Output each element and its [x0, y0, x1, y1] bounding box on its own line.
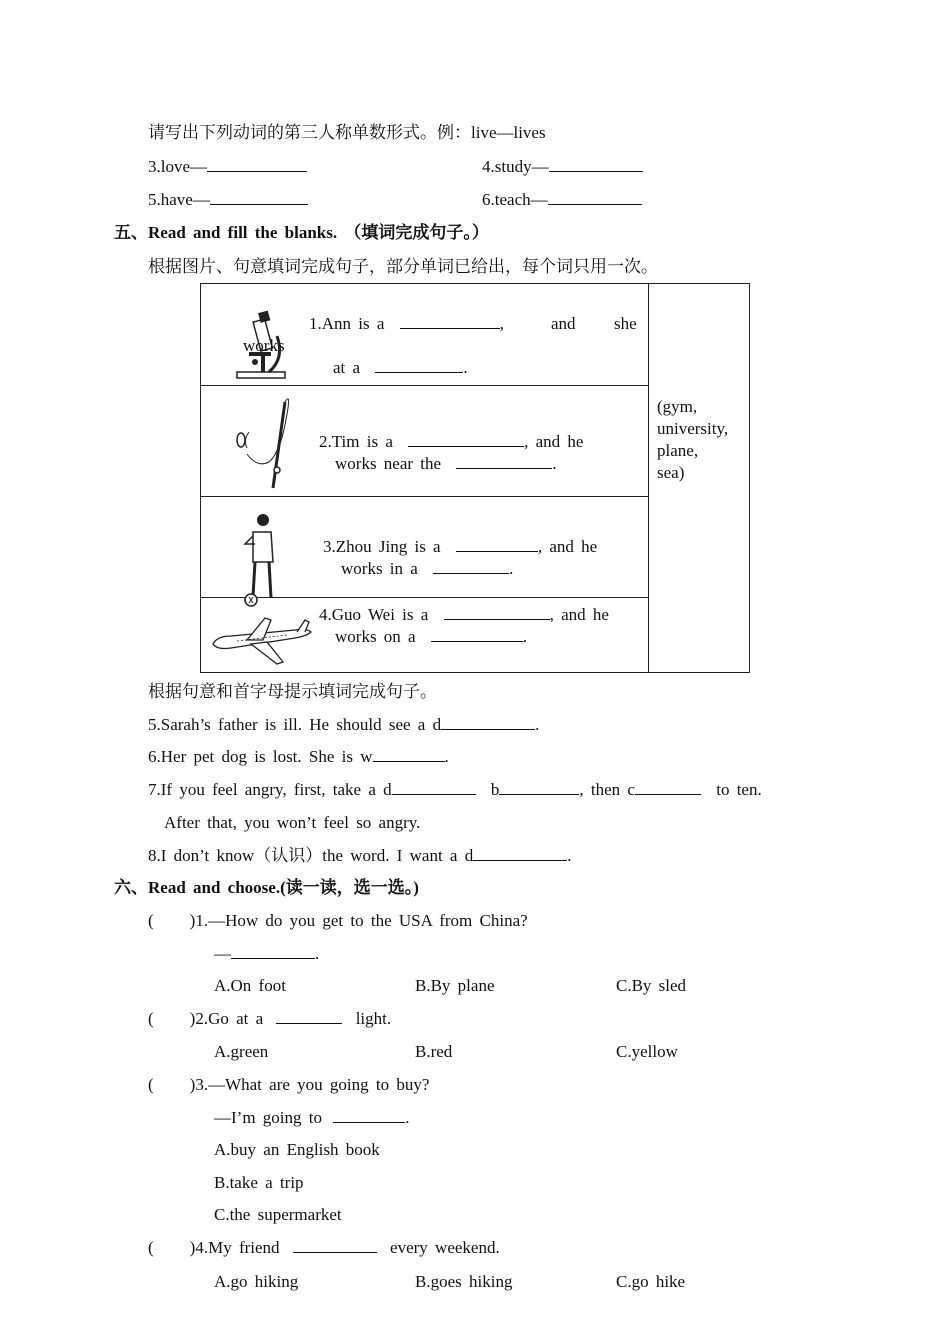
word-bank-item: (gym, — [657, 397, 698, 416]
row1-and: and — [551, 314, 576, 333]
answer-blank[interactable] — [231, 943, 315, 959]
question-4-text: 4.study— — [482, 157, 549, 176]
answer-blank[interactable] — [333, 1107, 405, 1123]
question-text: every weekend. — [390, 1238, 500, 1257]
verb-instruction: 请写出下列动词的第三人称单数形式。例：live—lives — [148, 123, 546, 142]
answer-paren[interactable]: ( — [148, 1238, 154, 1257]
table-divider — [201, 385, 648, 386]
answer-blank[interactable] — [392, 779, 476, 795]
question-text: light. — [355, 1009, 392, 1028]
option-b[interactable]: B.take a trip — [214, 1173, 304, 1192]
option-c[interactable]: C.go hike — [616, 1272, 686, 1291]
sentence-period: . — [405, 1108, 410, 1127]
row2-line1 — [319, 431, 583, 453]
option-c[interactable]: C.yellow — [616, 1042, 678, 1061]
section-5-instruction: 根据图片、句意填词完成句子，部分单词已给出，每个词只用一次。 — [148, 257, 658, 276]
row2-text: works near the — [335, 454, 442, 473]
question-text: )1.—How do you get to the USA from China? — [189, 911, 528, 930]
row3-text: , and he — [537, 537, 598, 556]
section-6-heading: 六、Read and choose.(读一读，选一选。) — [114, 878, 419, 897]
question-6 — [482, 189, 642, 211]
row4-text: , and he — [549, 605, 609, 624]
question-5-sentence — [148, 714, 539, 736]
mc-question-3 — [148, 1074, 429, 1096]
sentence-period: . — [535, 715, 540, 734]
word-bank-item: sea) — [657, 463, 685, 482]
sentence-text: 6.Her pet dog is lost. She is w — [148, 747, 373, 766]
row1-period: . — [463, 358, 468, 377]
row4-line1 — [319, 604, 609, 626]
option-b[interactable]: B.goes hiking — [415, 1272, 513, 1291]
option-a[interactable]: A.On foot — [214, 976, 286, 995]
sentence-period: . — [444, 747, 449, 766]
row1-text: 1.Ann is a — [309, 314, 385, 333]
table-divider — [201, 496, 648, 497]
word-bank — [657, 396, 747, 484]
airplane-icon — [207, 614, 315, 668]
fishing-rod-icon — [229, 392, 295, 492]
answer-blank[interactable] — [441, 714, 535, 730]
hint-instruction: 根据句意和首字母提示填词完成句子。 — [148, 682, 437, 701]
question-3-text: 3.love— — [148, 157, 208, 176]
answer-text: —I’m going to — [214, 1108, 322, 1127]
question-3 — [148, 156, 307, 178]
sentence-text: b — [490, 780, 500, 799]
answer-blank[interactable] — [549, 156, 643, 172]
option-b[interactable]: B.By plane — [415, 976, 495, 995]
row3-line2 — [341, 558, 513, 580]
row4-text: works on a — [335, 627, 416, 646]
answer-blank[interactable] — [433, 558, 509, 574]
question-5-text: 5.have— — [148, 190, 210, 209]
question-5 — [148, 189, 308, 211]
sentence-text: to ten. — [716, 780, 762, 799]
question-text: )2.Go at a — [189, 1009, 264, 1028]
answer-blank[interactable] — [499, 779, 579, 795]
question-8-sentence — [148, 845, 571, 867]
row2-text: 2.Tim is a — [319, 432, 393, 451]
picture-fill-table — [200, 283, 750, 673]
question-6-sentence — [148, 746, 449, 768]
dash: — — [214, 944, 231, 963]
row4-text: 4.Guo Wei is a — [319, 605, 429, 624]
sentence-text: 7.If you feel angry, first, take a d — [148, 780, 392, 799]
answer-blank[interactable] — [210, 189, 308, 205]
option-a[interactable]: A.green — [214, 1042, 269, 1061]
row4-line2 — [335, 626, 527, 648]
mc-question-2 — [148, 1008, 391, 1030]
row3-line1 — [323, 536, 597, 558]
mc-question-4 — [148, 1237, 500, 1259]
sentence-text: 8.I don’t know（认识）the word. I want a d — [148, 846, 474, 865]
answer-blank[interactable] — [548, 189, 642, 205]
answer-paren[interactable]: ( — [148, 911, 154, 930]
question-7-continuation: After that, you won’t feel so angry. — [164, 813, 421, 832]
row1-line1 — [309, 313, 504, 335]
answer-blank[interactable] — [207, 156, 307, 172]
sentence-period: . — [315, 944, 320, 963]
option-b[interactable]: B.red — [415, 1042, 453, 1061]
answer-blank[interactable] — [456, 536, 538, 552]
question-text: )4.My friend — [189, 1238, 280, 1257]
answer-blank[interactable] — [431, 626, 523, 642]
option-a[interactable]: A.go hiking — [214, 1272, 299, 1291]
question-6-text: 6.teach— — [482, 190, 548, 209]
answer-blank[interactable] — [375, 357, 463, 373]
row3-period: . — [509, 559, 514, 578]
answer-blank[interactable] — [400, 313, 500, 329]
sentence-text: , then c — [579, 780, 635, 799]
mc-answer-line-1 — [214, 943, 319, 965]
answer-blank[interactable] — [408, 431, 524, 447]
answer-blank[interactable] — [456, 453, 552, 469]
row4-period: . — [522, 627, 528, 646]
answer-paren[interactable]: ( — [148, 1009, 154, 1028]
option-a[interactable]: A.buy an English book — [214, 1140, 380, 1159]
sentence-text: 5.Sarah’s father is ill. He should see a d — [148, 715, 442, 734]
row1-comma: , — [499, 314, 504, 333]
answer-blank[interactable] — [373, 746, 445, 762]
mc-question-1 — [148, 910, 528, 932]
answer-blank[interactable] — [473, 845, 567, 861]
answer-blank[interactable] — [276, 1008, 342, 1024]
row2-period: . — [552, 454, 557, 473]
row1-line2 — [333, 357, 468, 379]
row3-text: 3.Zhou Jing is a — [323, 537, 441, 556]
word-bank-item: university, — [657, 419, 729, 438]
section-5-heading: 五、Read and fill the blanks. （填词完成句子。） — [114, 223, 489, 242]
question-4 — [482, 156, 643, 178]
question-text: )3.—What are you going to buy? — [189, 1075, 430, 1094]
option-c[interactable]: C.the supermarket — [214, 1205, 342, 1224]
row1-overlay-works: works — [243, 336, 285, 355]
mc-answer-line-3 — [214, 1107, 410, 1129]
answer-blank[interactable] — [635, 779, 701, 795]
row3-text: works in a — [341, 559, 418, 578]
question-7-sentence — [148, 779, 762, 801]
row1-she: she — [614, 314, 637, 333]
word-bank-item: plane, — [657, 441, 699, 460]
table-divider — [648, 284, 649, 672]
soccer-player-icon — [241, 510, 281, 610]
answer-blank[interactable] — [444, 604, 550, 620]
answer-blank[interactable] — [293, 1237, 377, 1253]
sentence-period: . — [567, 846, 572, 865]
row1-text: at a — [333, 358, 361, 377]
answer-paren[interactable]: ( — [148, 1075, 154, 1094]
row2-line2 — [335, 453, 557, 475]
row2-text: , and he — [524, 432, 584, 451]
option-c[interactable]: C.By sled — [616, 976, 687, 995]
